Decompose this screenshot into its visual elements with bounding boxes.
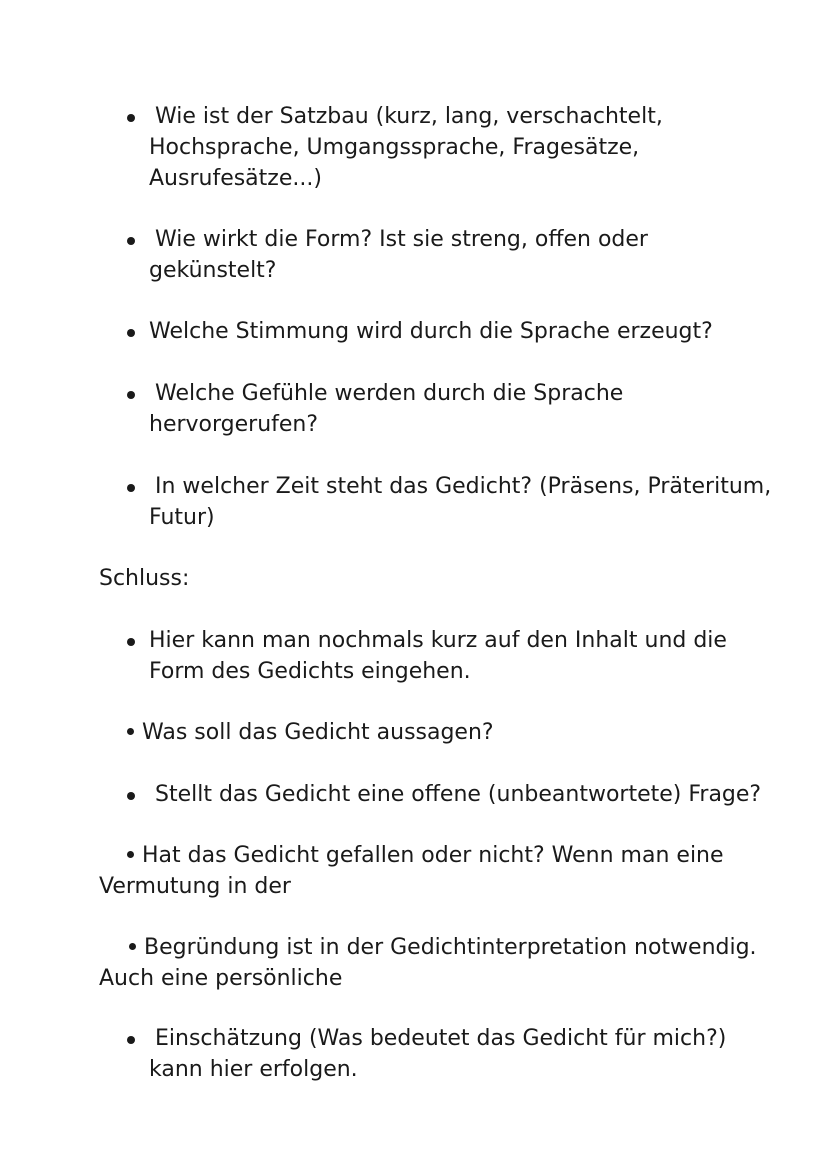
bullet <box>127 792 135 800</box>
list-item-line: Was soll das Gedicht aussagen? <box>142 720 494 745</box>
list-item-line: hervorgerufen? <box>149 412 319 437</box>
list-item-line: Begründung ist in der Gedichtinterpretation notwendig. <box>144 935 757 960</box>
bullet <box>129 943 136 950</box>
list-item-line: Auch eine persönliche <box>99 966 343 991</box>
list-item-line: Welche Stimmung wird durch die Sprache erzeugt? <box>149 319 713 344</box>
bullet <box>127 484 135 492</box>
bullet <box>127 728 134 735</box>
list-item-line: Welche Gefühle werden durch die Sprache <box>155 381 624 406</box>
list-item-line: In welcher Zeit steht das Gedicht? (Präsens, Präteritum, <box>155 474 772 499</box>
list-item-line: Stellt das Gedicht eine offene (unbeantwortete) Frage? <box>155 782 762 807</box>
bullet <box>127 237 135 245</box>
list-item-line: Vermutung in der <box>99 874 291 899</box>
list-item-line: Einschätzung (Was bedeutet das Gedicht für mich?) <box>155 1026 727 1051</box>
bullet <box>127 1036 135 1044</box>
list-item <box>127 717 494 748</box>
list-item <box>127 840 724 871</box>
bullet <box>127 638 135 646</box>
bullet <box>127 329 135 337</box>
list-item-line: Hat das Gedicht gefallen oder nicht? Wenn man eine <box>142 843 724 868</box>
bullet <box>127 851 134 858</box>
list-item-line: Wie ist der Satzbau (kurz, lang, verschachtelt, <box>155 104 663 129</box>
list-item-line: Hier kann man nochmals kurz auf den Inhalt und die <box>149 628 727 653</box>
list-item-line: Hochsprache, Umgangssprache, Fragesätze, <box>149 135 640 160</box>
bullet <box>127 391 135 399</box>
section-heading: Schluss: <box>99 566 190 591</box>
list-item-line: Form des Gedichts eingehen. <box>149 659 471 684</box>
bullet <box>127 114 135 122</box>
list-item-line: gekünstelt? <box>149 258 277 283</box>
list-item-line: Wie wirkt die Form? Ist sie streng, offen oder <box>155 227 648 252</box>
list-item-line: Ausrufesätze...) <box>149 166 322 191</box>
list-item <box>129 932 757 963</box>
list-item-line: kann hier erfolgen. <box>149 1057 358 1082</box>
list-item-line: Futur) <box>149 505 215 530</box>
